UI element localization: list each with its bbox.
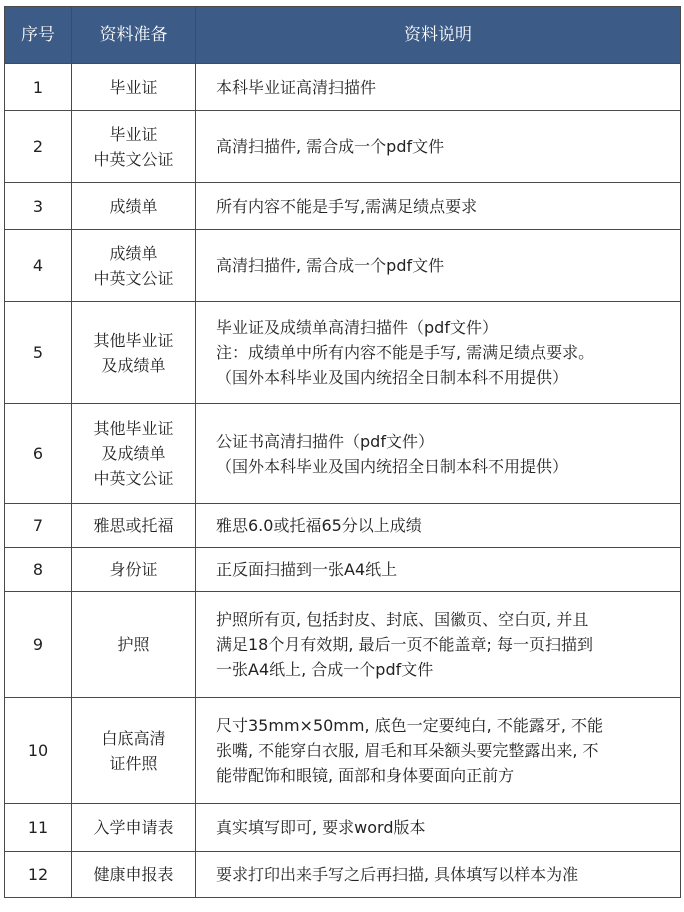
header-row	[5, 7, 681, 64]
table-header	[5, 7, 681, 64]
row-material: 护照	[72, 592, 196, 698]
table-row	[5, 698, 681, 804]
row-material: 雅思或托福	[72, 504, 196, 548]
row-material: 成绩单	[72, 183, 196, 230]
row-material: 健康申报表	[72, 852, 196, 898]
table-row	[5, 548, 681, 592]
row-index: 4	[5, 230, 72, 302]
row-description: 护照所有页, 包括封皮、封底、国徽页、空白页, 并且 满足18个月有效期, 最后一页不能盖章; 每一页扫描到 一张A4纸上, 合成一个pdf文件	[196, 592, 681, 698]
row-index: 12	[5, 852, 72, 898]
header-description: 资料说明	[196, 7, 681, 64]
row-index: 1	[5, 64, 72, 111]
row-description: 本科毕业证高清扫描件	[196, 64, 681, 111]
row-index: 2	[5, 111, 72, 183]
table-row	[5, 852, 681, 898]
table-row	[5, 230, 681, 302]
row-index: 9	[5, 592, 72, 698]
row-index: 5	[5, 302, 72, 404]
row-description: 所有内容不能是手写,需满足绩点要求	[196, 183, 681, 230]
table-body	[5, 64, 681, 898]
row-description: 高清扫描件, 需合成一个pdf文件	[196, 111, 681, 183]
row-material: 毕业证	[72, 64, 196, 111]
row-description: 雅思6.0或托福65分以上成绩	[196, 504, 681, 548]
table-row	[5, 592, 681, 698]
row-description: 正反面扫描到一张A4纸上	[196, 548, 681, 592]
table-row	[5, 504, 681, 548]
row-description: 尺寸35mm×50mm, 底色一定要纯白, 不能露牙, 不能 张嘴, 不能穿白衣服, 眉毛和耳朵额头要完整露出来, 不 能带配饰和眼镜, 面部和身体要面向正前方	[196, 698, 681, 804]
row-material: 其他毕业证 及成绩单 中英文公证	[72, 404, 196, 504]
row-index: 3	[5, 183, 72, 230]
table-row	[5, 404, 681, 504]
row-index: 10	[5, 698, 72, 804]
table-row	[5, 302, 681, 404]
row-index: 6	[5, 404, 72, 504]
table-row	[5, 64, 681, 111]
row-material: 毕业证 中英文公证	[72, 111, 196, 183]
row-description: 高清扫描件, 需合成一个pdf文件	[196, 230, 681, 302]
row-index: 7	[5, 504, 72, 548]
row-material: 身份证	[72, 548, 196, 592]
table-row	[5, 183, 681, 230]
requirements-table	[4, 6, 681, 898]
row-description: 毕业证及成绩单高清扫描件（pdf文件） 注：成绩单中所有内容不能是手写, 需满足绩点要求。 （国外本科毕业及国内统招全日制本科不用提供）	[196, 302, 681, 404]
row-material: 成绩单 中英文公证	[72, 230, 196, 302]
row-material: 入学申请表	[72, 804, 196, 852]
row-description: 公证书高清扫描件（pdf文件） （国外本科毕业及国内统招全日制本科不用提供）	[196, 404, 681, 504]
row-index: 8	[5, 548, 72, 592]
row-index: 11	[5, 804, 72, 852]
header-index: 序号	[5, 7, 72, 64]
table-row	[5, 111, 681, 183]
row-material: 白底高清 证件照	[72, 698, 196, 804]
row-description: 要求打印出来手写之后再扫描, 具体填写以样本为准	[196, 852, 681, 898]
row-material: 其他毕业证 及成绩单	[72, 302, 196, 404]
table-row	[5, 804, 681, 852]
header-material: 资料准备	[72, 7, 196, 64]
row-description: 真实填写即可, 要求word版本	[196, 804, 681, 852]
